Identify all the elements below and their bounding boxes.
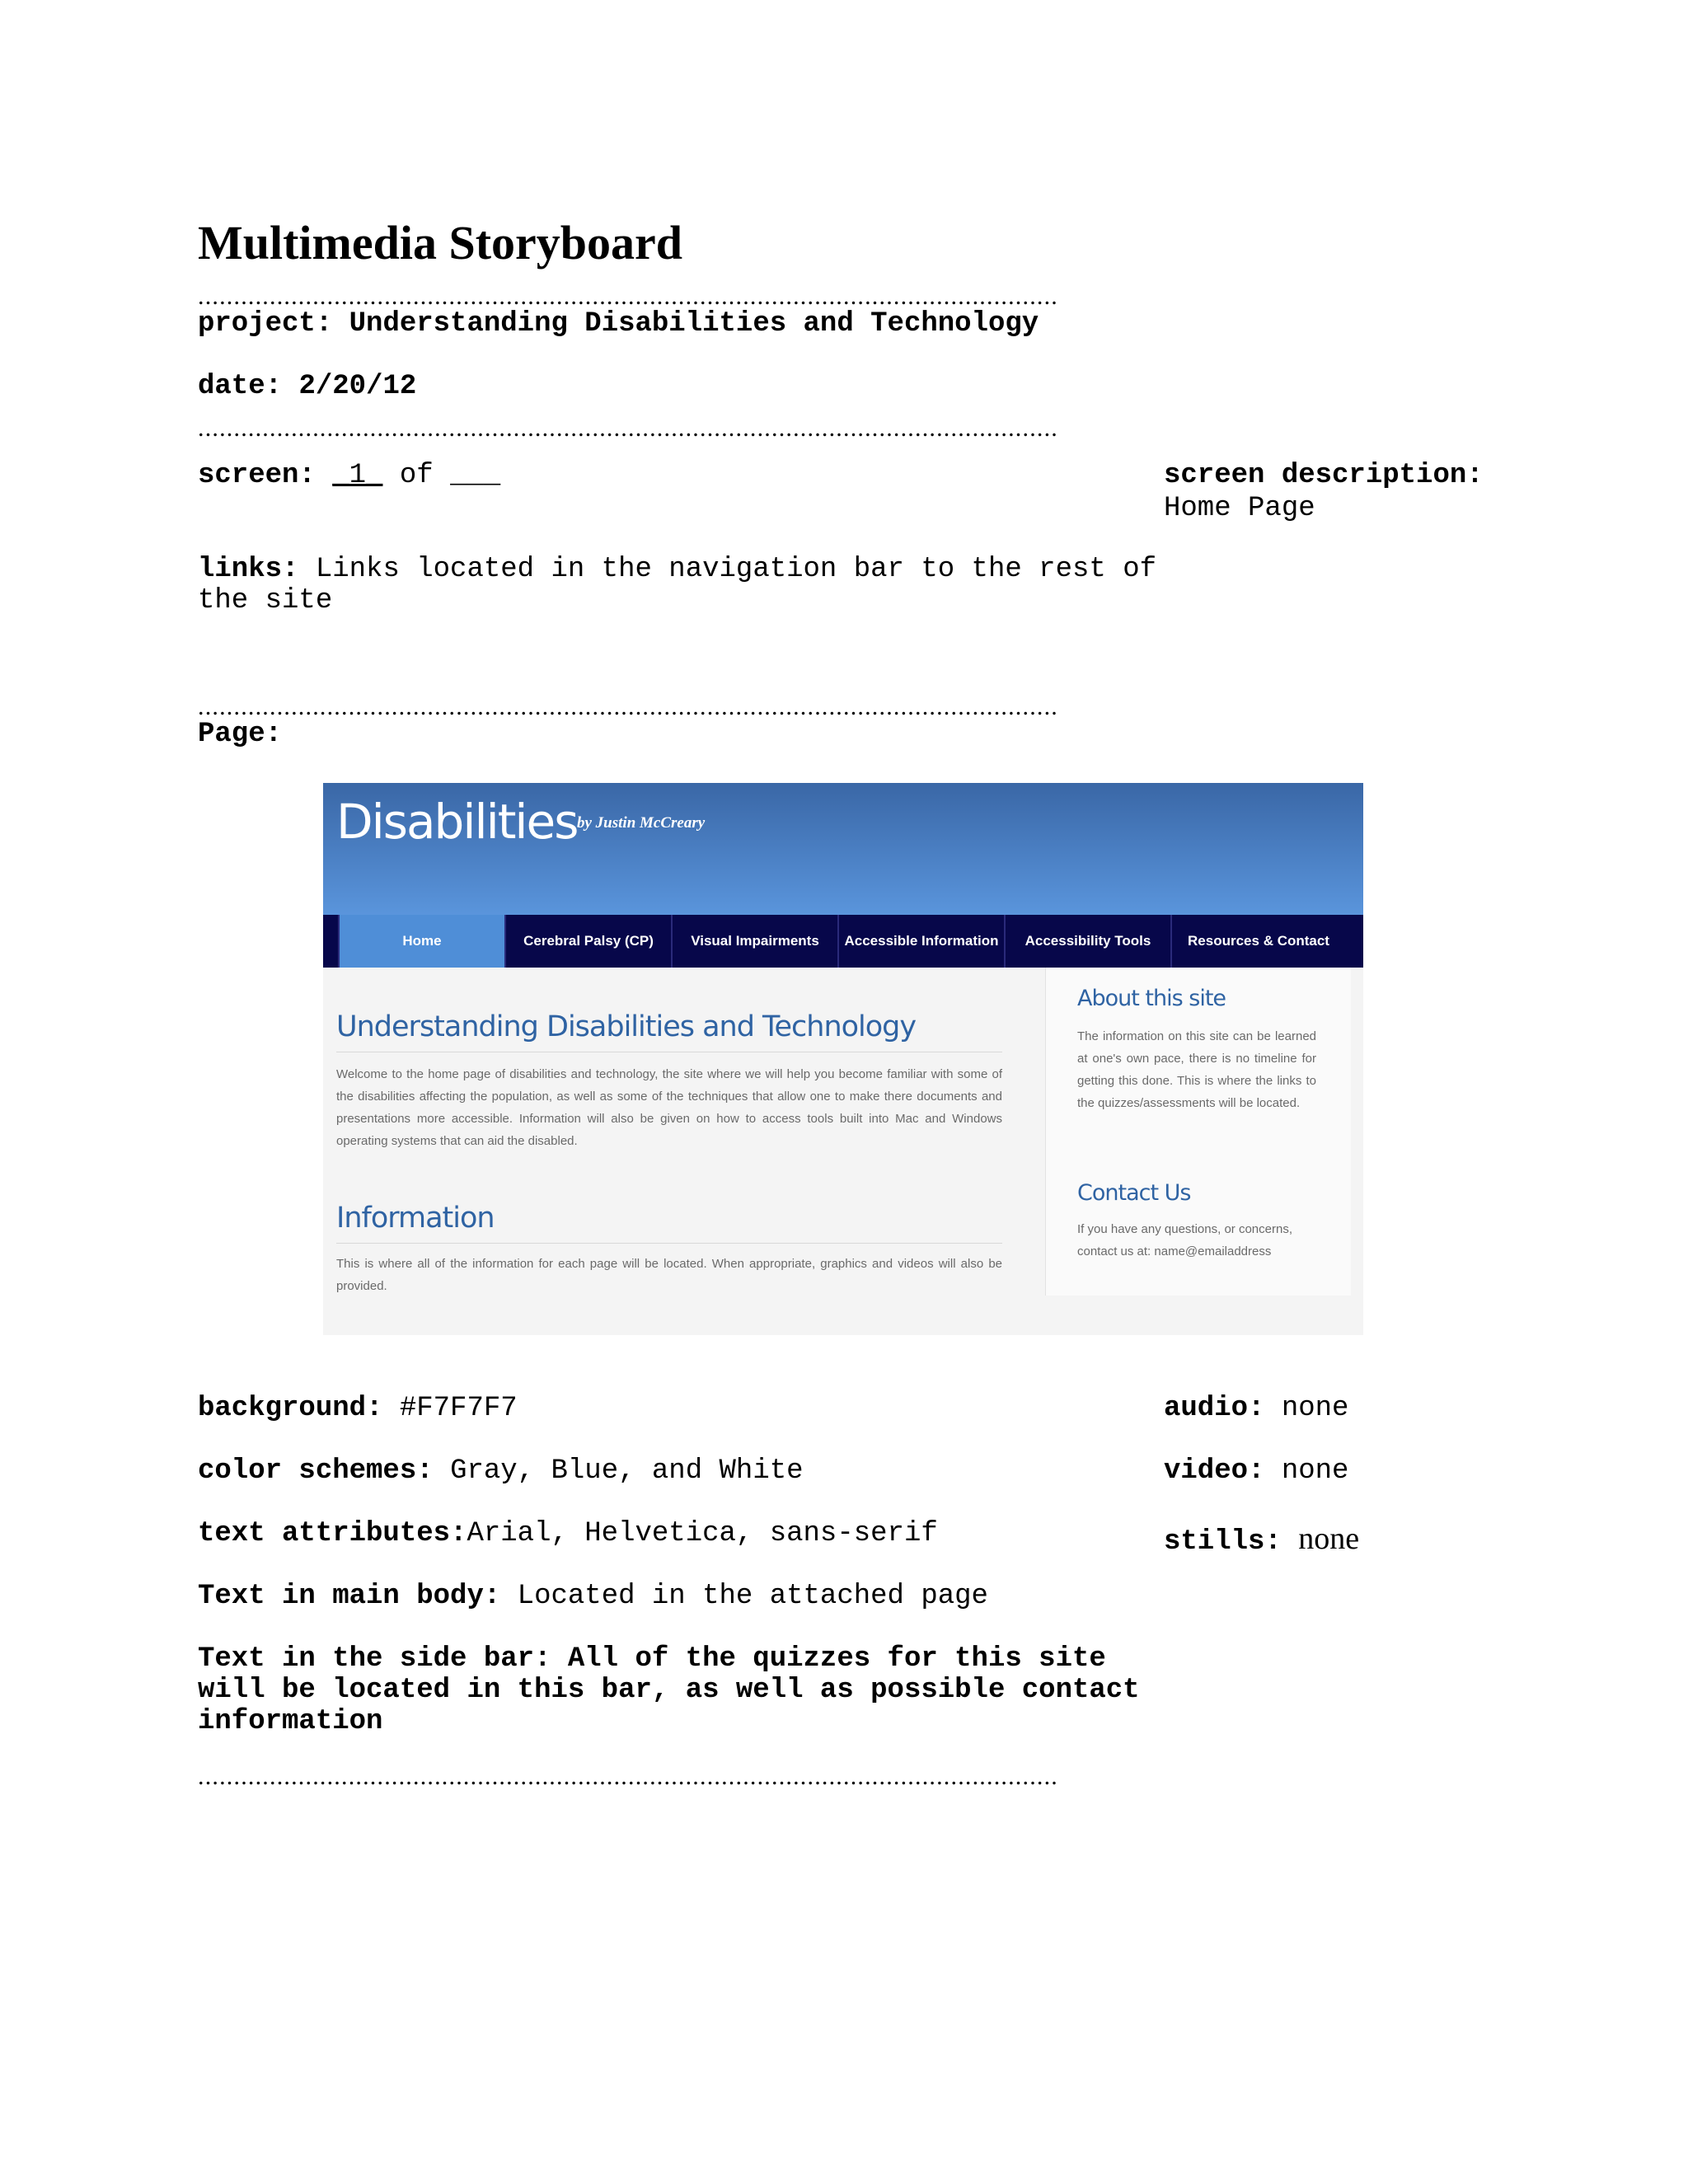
heading-rule <box>336 1243 1002 1244</box>
screen-description-value: Home Page <box>1164 493 1315 524</box>
site-body <box>323 968 1363 1335</box>
screen-of: of <box>399 460 434 491</box>
site-logo: Disabilities <box>336 794 578 850</box>
document-title: Multimedia Storyboard <box>198 216 683 269</box>
main-heading: Understanding Disabilities and Technology <box>336 1010 917 1043</box>
color-schemes-row <box>198 1455 804 1487</box>
background-row <box>198 1393 518 1424</box>
information-text: This is where all of the information for each page will be located. When appropriate, graphics and videos will also be provided. <box>336 1257 1002 1293</box>
contact-heading: Contact Us <box>1077 1180 1191 1206</box>
main-body-value: Located in the attached page <box>517 1581 988 1612</box>
website-screenshot <box>323 783 1363 1335</box>
audio-label: audio: <box>1164 1393 1265 1424</box>
stills-value: none <box>1298 1521 1360 1556</box>
date-label: date: <box>198 371 283 402</box>
links-value-line1: Links located in the navigation bar to the rest of <box>315 554 1156 585</box>
stills-row <box>1164 1523 1359 1558</box>
screen-description-label: screen description: <box>1164 460 1484 491</box>
dotted-divider: ........................................................................................................................ <box>198 415 1058 442</box>
nav-item-cerebral-palsy[interactable]: Cerebral Palsy (CP) <box>504 915 671 968</box>
main-body-row <box>198 1581 988 1612</box>
project-value: Understanding Disabilities and Technology <box>349 308 1039 340</box>
nav-spacer <box>323 915 338 968</box>
date-value: 2/20/12 <box>298 371 417 402</box>
side-bar-line1: Text in the side bar: All of the quizzes for this site <box>198 1643 1106 1675</box>
about-heading: About this site <box>1077 986 1226 1011</box>
color-schemes-label: color schemes: <box>198 1455 434 1487</box>
about-text: The information on this site can be learned at one's own pace, there is no timeline for getting this done. This is where the links to the quizzes/assessments will be located. <box>1077 1029 1316 1110</box>
site-header <box>323 783 1363 915</box>
side-bar-line3: information <box>198 1706 383 1737</box>
project-label: project: <box>198 308 333 340</box>
screen-row <box>198 460 500 491</box>
stills-label: stills: <box>1164 1526 1282 1558</box>
links-row <box>198 554 1156 585</box>
links-value-line2: the site <box>198 585 333 616</box>
information-heading: Information <box>336 1202 495 1235</box>
video-value: none <box>1281 1455 1349 1487</box>
nav-item-accessible-information[interactable]: Accessible Information <box>837 915 1004 968</box>
dotted-divider: ........................................................................................................................ <box>198 1763 1058 1790</box>
audio-value: none <box>1281 1393 1349 1424</box>
text-attributes-row <box>198 1518 938 1549</box>
main-text: Welcome to the home page of disabilities and technology, the site where we will help you become familiar with some of the disabilities affecting the population, as well as some of the techniques that allow one to make there documents and presentations more accessible. Information will also be given on how to access tools built into Mac and Windows operating systems that can aid the disabled. <box>336 1067 1002 1148</box>
date-row <box>198 371 416 402</box>
nav-item-visual-impairments[interactable]: Visual Impairments <box>671 915 837 968</box>
dotted-divider: ........................................................................................................................ <box>198 283 1058 310</box>
main-body-label: Text in main body: <box>198 1581 501 1612</box>
nav-item-resources-contact[interactable]: Resources & Contact <box>1170 915 1345 968</box>
screen-number: _1_ <box>332 460 383 491</box>
page-label: Page: <box>198 719 283 750</box>
video-label: video: <box>1164 1455 1265 1487</box>
dotted-divider: ........................................................................................................................ <box>198 693 1058 720</box>
project-row <box>198 308 1039 340</box>
text-attributes-value: Arial, Helvetica, sans-serif <box>467 1518 938 1549</box>
background-label: background: <box>198 1393 383 1424</box>
text-attributes-label: text attributes: <box>198 1518 467 1549</box>
color-schemes-value: Gray, Blue, and White <box>450 1455 804 1487</box>
screen-total: ___ <box>450 460 501 491</box>
audio-row <box>1164 1393 1348 1424</box>
site-sidebar <box>1045 968 1351 1296</box>
contact-text: If you have any questions, or concerns, contact us at: name@emailaddress <box>1077 1222 1292 1258</box>
screen-label: screen: <box>198 460 316 491</box>
site-byline: by Justin McCreary <box>577 814 706 832</box>
site-navigation-bar <box>323 915 1363 968</box>
nav-item-accessibility-tools[interactable]: Accessibility Tools <box>1004 915 1170 968</box>
links-label: links: <box>198 554 299 585</box>
side-bar-line2: will be located in this bar, as well as possible contact <box>198 1675 1140 1706</box>
video-row <box>1164 1455 1348 1487</box>
background-value: #F7F7F7 <box>399 1393 518 1424</box>
nav-item-home[interactable]: Home <box>338 915 504 968</box>
